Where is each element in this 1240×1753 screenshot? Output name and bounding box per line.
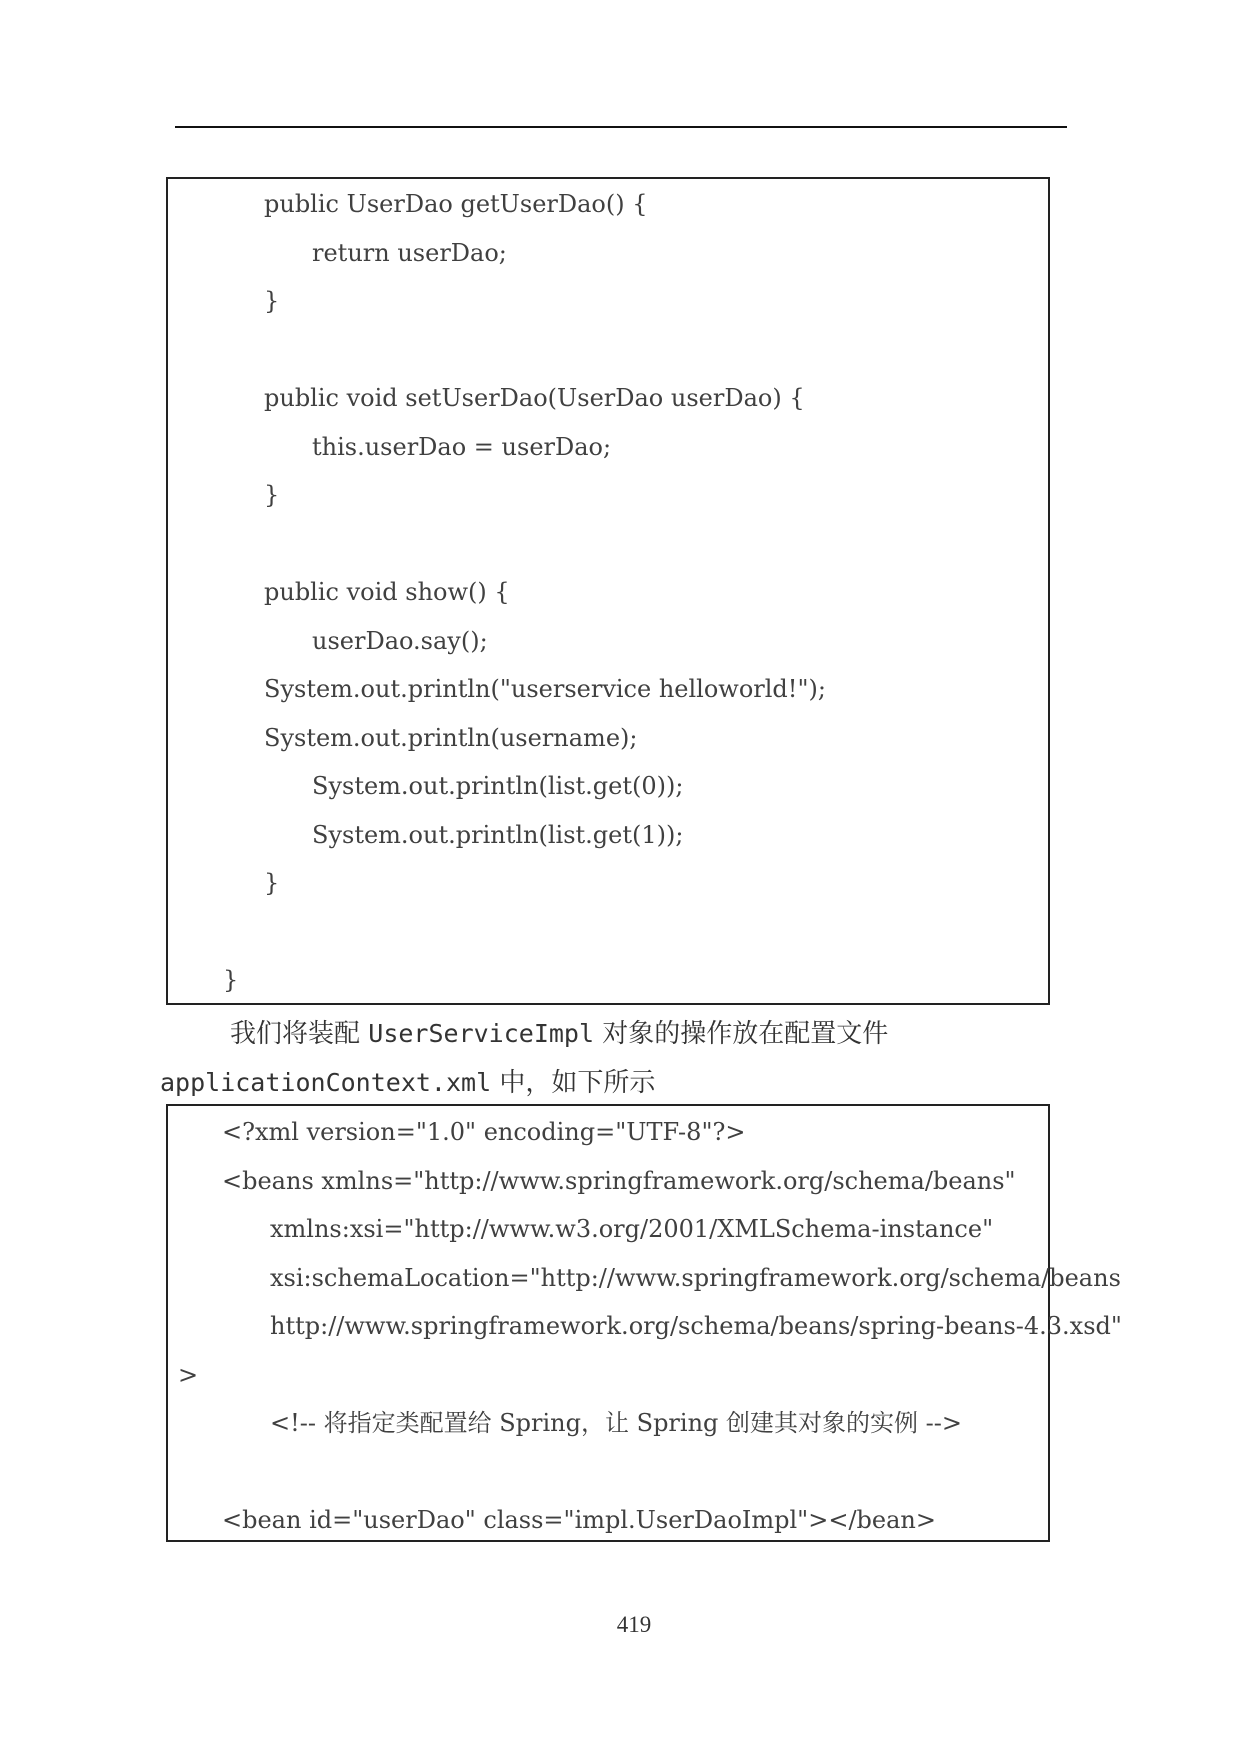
inline-code: applicationContext.xml xyxy=(160,1068,492,1097)
code-line: System.out.println(list.get(0)); xyxy=(312,772,684,800)
code-line: } xyxy=(264,869,280,897)
code-line: System.out.println(list.get(1)); xyxy=(312,820,684,849)
code-line: } xyxy=(223,966,239,994)
java-code-block xyxy=(166,177,1050,1005)
code-line-blank xyxy=(168,326,1048,375)
xml-code-block xyxy=(166,1104,1122,1542)
code-line-blank xyxy=(168,1448,1048,1497)
body-paragraph-line-1 xyxy=(230,1018,888,1050)
paragraph-text: 对象的操作放在配置文件 xyxy=(594,1019,889,1049)
code-line: public void show() { xyxy=(264,578,510,606)
code-line: > xyxy=(178,1360,199,1389)
code-line: } xyxy=(264,287,280,315)
code-line: this.userDao = userDao; xyxy=(312,432,612,461)
header-rule xyxy=(175,126,1067,128)
code-line: public UserDao getUserDao() { xyxy=(264,190,648,218)
code-line: http://www.springframework.org/schema/beans/spring-beans-4.3.xsd" xyxy=(270,1312,1122,1340)
code-line: <beans xmlns="http://www.springframework.org/schema/beans" xyxy=(222,1166,1016,1195)
code-line: <?xml version="1.0" encoding="UTF-8"?> xyxy=(222,1118,746,1146)
paragraph-text: 中，如下所示 xyxy=(491,1068,656,1098)
page-number: 419 xyxy=(616,1612,652,1637)
code-line-blank xyxy=(168,520,1048,569)
paragraph-text: 我们将装配 xyxy=(230,1019,369,1049)
code-line-blank xyxy=(168,908,1048,957)
code-line: xsi:schemaLocation="http://www.springframework.org/schema/beans xyxy=(270,1263,1121,1292)
code-line: System.out.println("userservice helloworld!"); xyxy=(264,675,826,703)
code-line: <!-- 将指定类配置给 Spring，让 Spring 创建其对象的实例 --> xyxy=(270,1409,962,1437)
code-line: xmlns:xsi="http://www.w3.org/2001/XMLSchema-instance" xyxy=(270,1215,994,1243)
code-line: } xyxy=(264,481,280,509)
code-line: return userDao; xyxy=(312,238,507,267)
body-paragraph-line-2 xyxy=(160,1067,655,1099)
code-line: public void setUserDao(UserDao userDao) { xyxy=(264,384,805,412)
code-line: <bean id="userDao" class="impl.UserDaoImpl"></bean> xyxy=(222,1506,936,1534)
code-line: userDao.say(); xyxy=(312,626,488,655)
code-line: System.out.println(username); xyxy=(264,723,638,752)
inline-code: UserServiceImpl xyxy=(368,1019,595,1048)
